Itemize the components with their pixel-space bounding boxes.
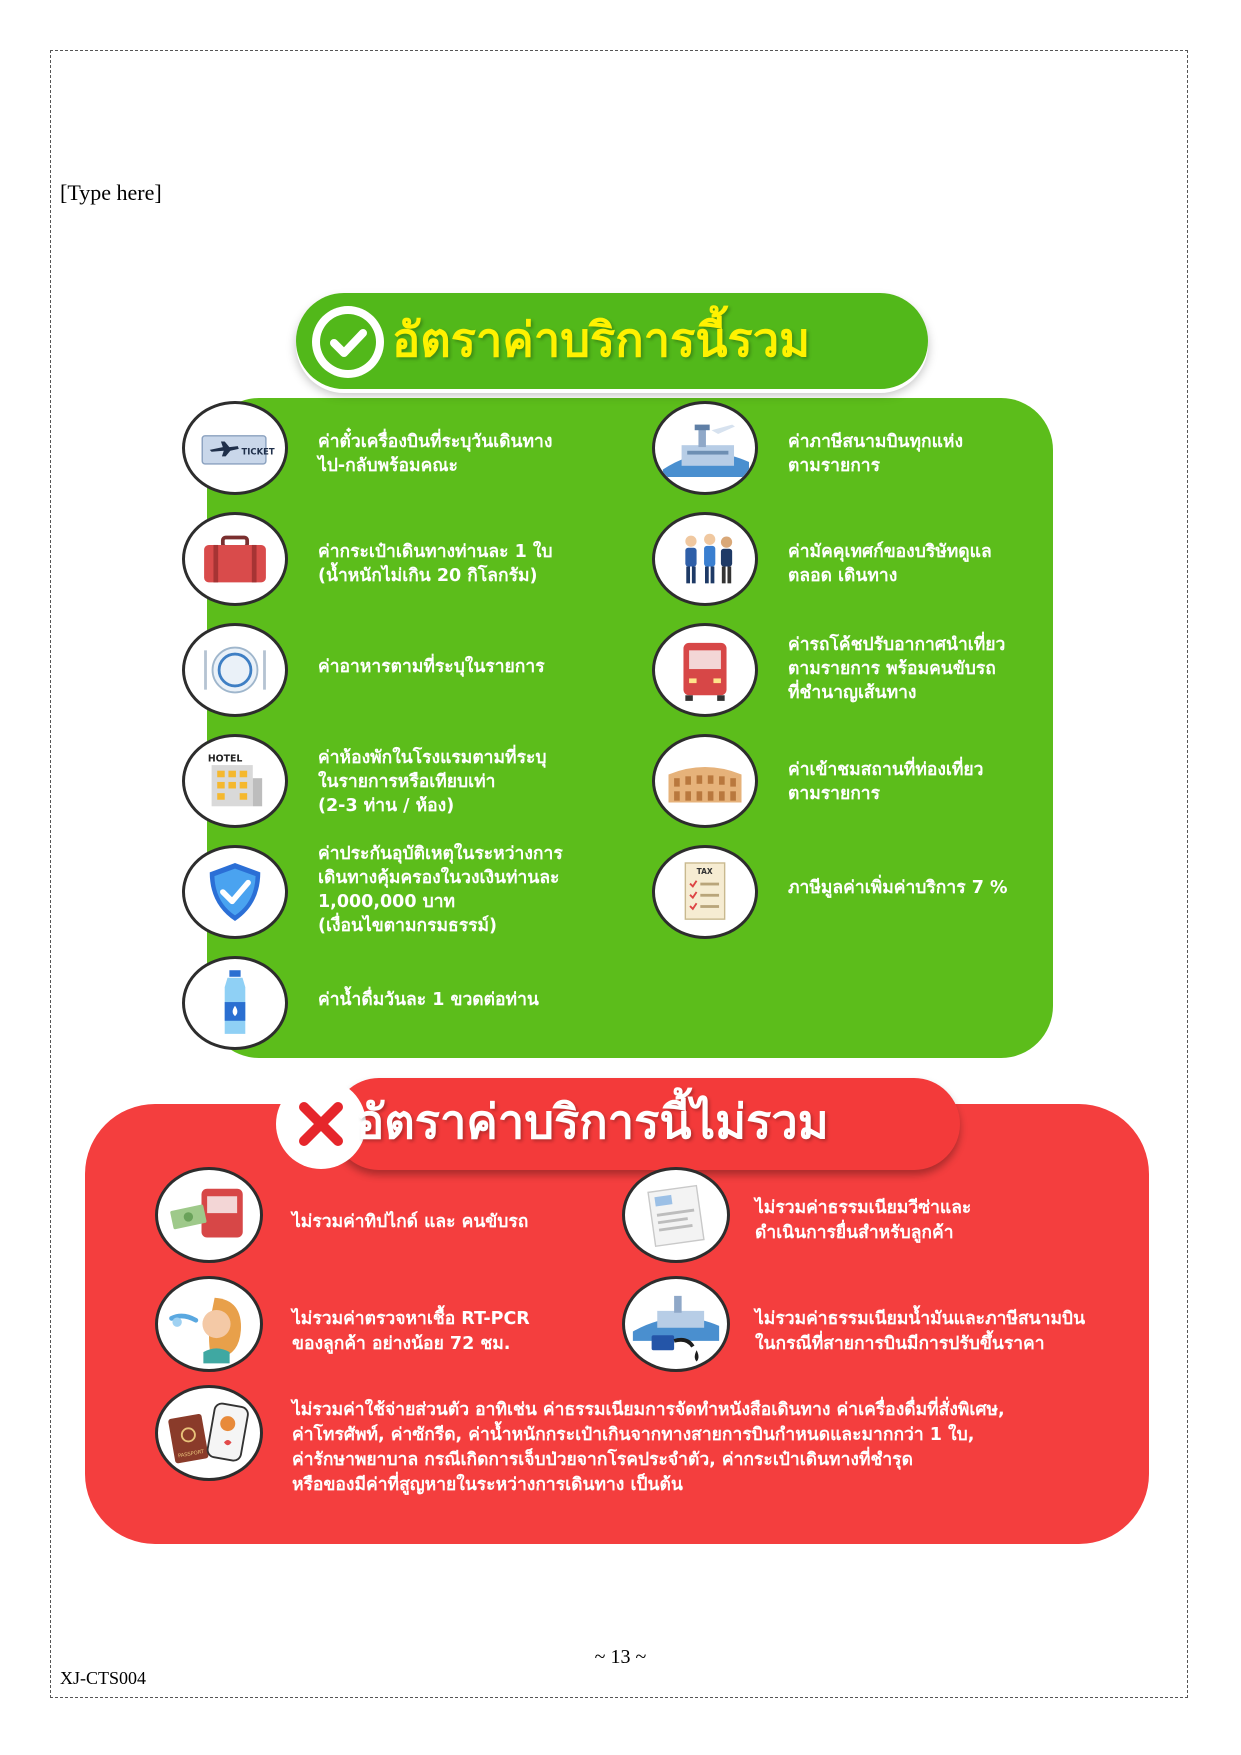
excluded-item-tips: ไม่รวมค่าทิปไกด์ และ คนขับรถ [292,1212,529,1232]
included-item-hotel: ค่าห้องพักในโรงแรมตามที่ระบุ ในรายการหรือเทียบเท่า (2-3 ท่าน / ห้อง) [318,748,547,816]
excluded-item-personal-expenses: ไม่รวมค่าใช้จ่ายส่วนตัว อาทิเช่น ค่าธรรมเนียมการจัดทำหนังสือเดินทาง ค่าเครื่องดื่มที่สั่งพิเศษ, ค่าโทรศัพท์, ค่าซักรีด, ค่าน้ำหนักกระเป๋าเกินจากทางสายการบินกำหนดและมากกว่า 1 ใบ, ค่ารักษาพยาบาล กรณีเกิดการเจ็บป่วยจากโรคประจำตัว, ค่ากระเป๋าเดินทางที่ชำรุด หรือของมีค่าที่สูญหายในระหว่างการเดินทาง เป็นต้น [292,1400,1005,1495]
cross-icon [276,1079,366,1169]
plate-icon [182,623,288,717]
airport-icon [652,401,758,495]
included-item-attractions: ค่าเข้าชมสถานที่ท่องเที่ยว ตามรายการ [788,760,984,804]
included-item-insurance: ค่าประกันอุบัติเหตุในระหว่างการ เดินทางคุ้มครองในวงเงินท่านละ 1,000,000 บาท (เงื่อนไขตามกรมธรรม์) [318,844,563,936]
bus-icon [652,623,758,717]
hotel-icon [182,734,288,828]
included-item-coach: ค่ารถโค้ชปรับอากาศนำเที่ยว ตามรายการ พร้อมคนขับรถ ที่ชำนาญเส้นทาง [788,635,1006,703]
excluded-title: อัตราค่าบริการนี้ไม่รวม [356,1095,829,1150]
excluded-item-visa: ไม่รวมค่าธรรมเนียมวีซ่าและ ดำเนินการยื่นสำหรับลูกค้า [755,1198,972,1243]
included-item-meals: ค่าอาหารตามที่ระบุในรายการ [318,657,545,677]
included-item-flight-ticket: ค่าตั๋วเครื่องบินที่ระบุวันเดินทาง ไป-กลับพร้อมคณะ [318,432,553,476]
included-item-luggage: ค่ากระเป๋าเดินทางท่านละ 1 ใบ (น้ำหนักไม่เกิน 20 กิโลกรัม) [318,542,553,586]
visa-document-icon [622,1167,730,1263]
fuel-airport-icon [622,1276,730,1372]
checkmark-icon [312,306,384,378]
tax-icon-label: TAX [696,867,713,877]
included-item-water: ค่าน้ำดื่มวันละ 1 ขวดต่อท่าน [318,990,539,1010]
included-panel [207,398,1053,1058]
document-code: XJ-CTS004 [60,1668,147,1688]
shield-check-icon [182,845,288,939]
header-placeholder: [Type here] [60,180,162,205]
tour-guide-icon [652,512,758,606]
included-item-vat: ภาษีมูลค่าเพิ่มค่าบริการ 7 % [788,878,1008,898]
ticket-icon-label: TICKET [241,446,275,457]
suitcase-icon [182,512,288,606]
ticket-icon [182,401,288,495]
tax-document-icon [652,845,758,939]
passport-icon [155,1385,263,1481]
included-item-tour-guide: ค่ามัคคุเทศก์ของบริษัทดูแล ตลอด เดินทาง [788,542,992,586]
colosseum-icon [652,734,758,828]
included-item-airport-tax: ค่าภาษีสนามบินทุกแห่ง ตามรายการ [788,432,963,476]
covid-test-icon [155,1276,263,1372]
excluded-item-rtpcr: ไม่รวมค่าตรวจหาเชื้อ RT-PCR ของลูกค้า อย่างน้อย 72 ชม. [292,1309,530,1354]
tip-bus-icon [155,1167,263,1263]
hotel-icon-label: HOTEL [207,753,243,765]
water-bottle-icon [182,956,288,1050]
page-number: ~ 13 ~ [594,1646,647,1668]
excluded-item-fuel-surcharge: ไม่รวมค่าธรรมเนียมน้ำมันและภาษีสนามบิน ในกรณีที่สายการบินมีการปรับขึ้นราคา [755,1309,1086,1354]
included-title: อัตราค่าบริการนี้รวม [392,313,811,368]
passport-icon-label: PASSPORT [177,1449,205,1460]
